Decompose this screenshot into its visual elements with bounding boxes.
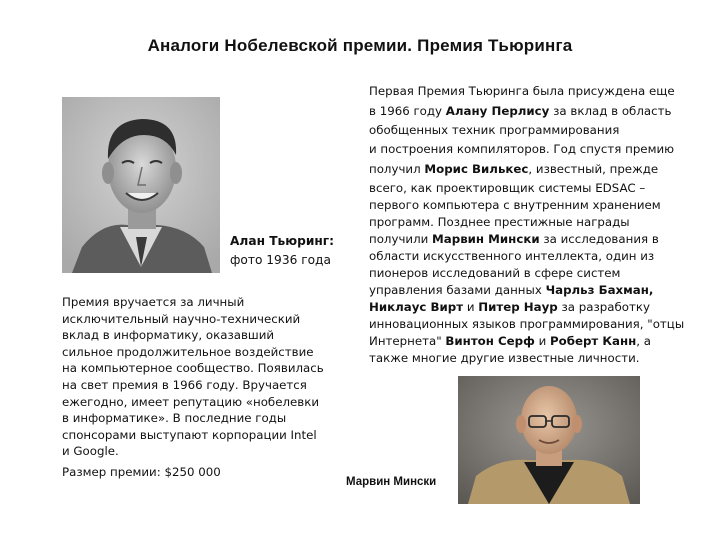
right-line: программ. Позднее престижные награды xyxy=(369,215,630,229)
text-run: Интернета" xyxy=(369,334,446,348)
name-vinton-cerf: Винтон Серф xyxy=(445,334,535,348)
right-line: обобщенных техник программирования xyxy=(369,123,620,137)
minsky-photo xyxy=(458,376,640,504)
right-line xyxy=(369,104,671,118)
minsky-caption: Марвин Мински xyxy=(346,476,437,488)
right-line: и построения компиляторов. Год спустя премию xyxy=(369,142,675,156)
turing-caption xyxy=(230,232,334,270)
text-run: и xyxy=(463,300,479,314)
name-maurice-wilkes: Морис Вилькес xyxy=(424,162,529,176)
left-line: в информатике». В последние годы xyxy=(62,411,287,426)
right-line: инновационных языков программирования, "отцы xyxy=(369,317,685,331)
right-line xyxy=(369,283,653,297)
left-line: ежегодно, имеет репутацию «нобелевки xyxy=(62,394,319,409)
left-line: и Google. xyxy=(62,444,119,459)
right-line xyxy=(369,334,651,348)
right-line: области искусственного интеллекта, один из xyxy=(369,249,655,263)
right-line: пионеров исследований в сфере систем xyxy=(369,266,621,280)
text-run: получили xyxy=(369,232,433,246)
slide-title: Аналоги Нобелевской премии. Премия Тьюринга xyxy=(147,36,573,55)
left-line: на компьютерное сообщество. Появилась xyxy=(62,361,324,376)
name-peter-naur: Питер Наур xyxy=(478,300,558,314)
name-robert-kahn: Роберт Канн xyxy=(550,334,637,348)
left-paragraph xyxy=(62,294,352,481)
name-charles-bachman: Чарльз Бахман, xyxy=(545,283,654,297)
left-line: сильное продолжительное воздействие xyxy=(62,344,314,359)
text-run: и xyxy=(534,334,550,348)
turing-caption-photo: фото 1936 года xyxy=(230,253,331,267)
right-line: всего, как проектировщик системы EDSAC – xyxy=(369,181,646,195)
turing-caption-name: Алан Тьюринг: xyxy=(230,234,335,248)
text-run: получил xyxy=(369,162,425,176)
name-alan-perlis: Алану Перлису xyxy=(445,104,550,118)
text-run: в 1966 году xyxy=(369,104,446,118)
text-run: за вклад в область xyxy=(549,104,672,118)
turing-photo xyxy=(62,97,220,273)
text-run: управления базами данных xyxy=(369,283,546,297)
right-line: первого компьютера с внутренним хранением xyxy=(369,198,661,212)
left-line: Премия вручается за личный xyxy=(62,295,245,309)
text-run: за разработку xyxy=(557,300,650,314)
right-line: Первая Премия Тьюринга была присуждена еще xyxy=(369,84,675,98)
right-line xyxy=(369,300,650,314)
right-line xyxy=(369,232,659,246)
prize-label: Размер премии: xyxy=(62,464,161,479)
prize-line xyxy=(62,464,352,481)
right-line xyxy=(369,162,658,176)
text-run: , а xyxy=(636,334,652,348)
prize-value: $250 000 xyxy=(164,464,221,479)
name-niklaus-wirth: Никлаус Вирт xyxy=(369,300,464,314)
right-line: также многие другие известные личности. xyxy=(369,351,640,365)
left-line: исключительный научно-технический xyxy=(62,311,301,326)
left-line: на свет премия в 1966 году. Вручается xyxy=(62,377,307,392)
text-run: за исследования в xyxy=(539,232,659,246)
text-run: , известный, прежде xyxy=(528,162,659,176)
left-line: спонсорами выступают корпорации Intel xyxy=(62,427,317,442)
left-line: вклад в информатику, оказавший xyxy=(62,328,275,343)
name-marvin-minsky: Марвин Мински xyxy=(432,232,540,246)
